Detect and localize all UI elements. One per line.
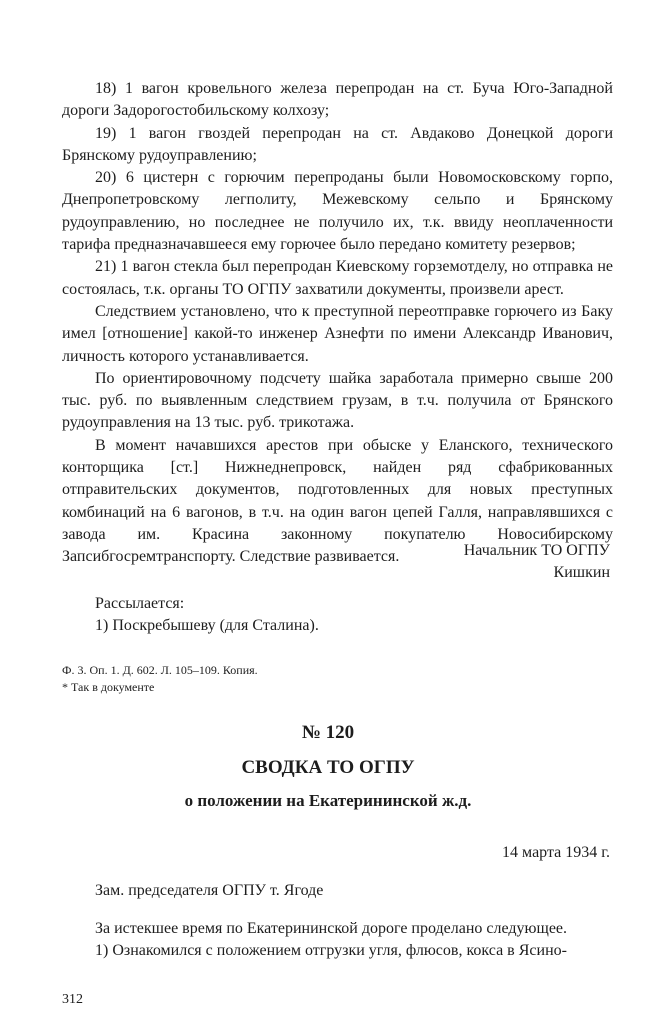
paragraph-earnings: По ориентировочному подсчету шайка заработала примерно свыше 200 тыс. руб. по выявленным следствием грузам, в т.ч. получила от Брянского рудоуправления на 13 тыс. руб. трикотажа. — [62, 369, 613, 432]
document-date: 14 марта 1934 г. — [502, 844, 610, 861]
distribution-item: 1) Поскребышеву (для Сталина). — [95, 617, 319, 634]
document-type-heading: СВОДКА ТО ОГПУ — [241, 757, 415, 778]
signature-position: Начальник ТО ОГПУ — [463, 542, 610, 559]
paragraph-item-20: 20) 6 цистерн с горючим перепроданы были Новомосковскому горпо, Днепропетровскому легполиту, Межевскому сельпо и Брянскому рудоуправлению, но последнее не получило их, т.к. ввиду неоплаченности тарифа предназначавшееся ему горючее было передано комитету резервов; — [62, 169, 613, 254]
distribution-label: Рассылается: — [95, 595, 185, 612]
distribution-block — [95, 593, 319, 637]
next-doc-line-2: 1) Ознакомился с положением отгрузки угля, флюсов, кокса в Ясино- — [95, 942, 567, 960]
page-number: 312 — [62, 992, 83, 1007]
main-body-text — [62, 78, 613, 569]
signature-block — [464, 540, 610, 584]
paragraph-arrests: В момент начавшихся арестов при обыске у Еланского, технического конторщика [ст.] Нижнеднепровск, найден ряд сфабрикованных отправительских документов, подготовленных для новых преступных комбинаций на 6 вагонов, в т.ч. на один вагон цепей Галля, направлявшихся с завода им. Красина законному покупателю Новосибирскому Запсибгосремтранспорту. Следствие развивается. — [62, 436, 613, 566]
paragraph-item-18: 18) 1 вагон кровельного железа перепродан на ст. Буча Юго-Западной дороги Задорогостобильскому колхозу; — [62, 80, 613, 120]
document-subject-heading: о положении на Екатерининской ж.д. — [184, 791, 472, 810]
archive-reference: Ф. 3. Оп. 1. Д. 602. Л. 105–109. Копия. — [62, 663, 258, 677]
paragraph-item-21: 21) 1 вагон стекла был перепродан Киевскому горземотделу, но отправка не состоялась, т.к. органы ТО ОГПУ захватили документы, произвели арест. — [62, 258, 613, 298]
document-number: № 120 — [301, 722, 355, 743]
signature-name: Кишкин — [553, 564, 610, 581]
next-doc-line-1: За истекшее время по Екатерининской дороге проделано следующее. — [95, 920, 568, 937]
source-note — [62, 662, 258, 696]
footnote: * Так в документе — [62, 680, 155, 694]
paragraph-item-19: 19) 1 вагон гвоздей перепродан на ст. Авдаково Донецкой дороги Брянскому рудоуправлению; — [62, 124, 613, 164]
document-addressee: Зам. председателя ОГПУ т. Ягоде — [95, 882, 324, 899]
next-document-body — [62, 918, 613, 963]
paragraph-investigation: Следствием установлено, что к преступной переотправке горючего из Баку имел [отношение] какой-то инженер Азнефти по имени Александр Иванович, личность которого устанавливается. — [62, 302, 613, 365]
